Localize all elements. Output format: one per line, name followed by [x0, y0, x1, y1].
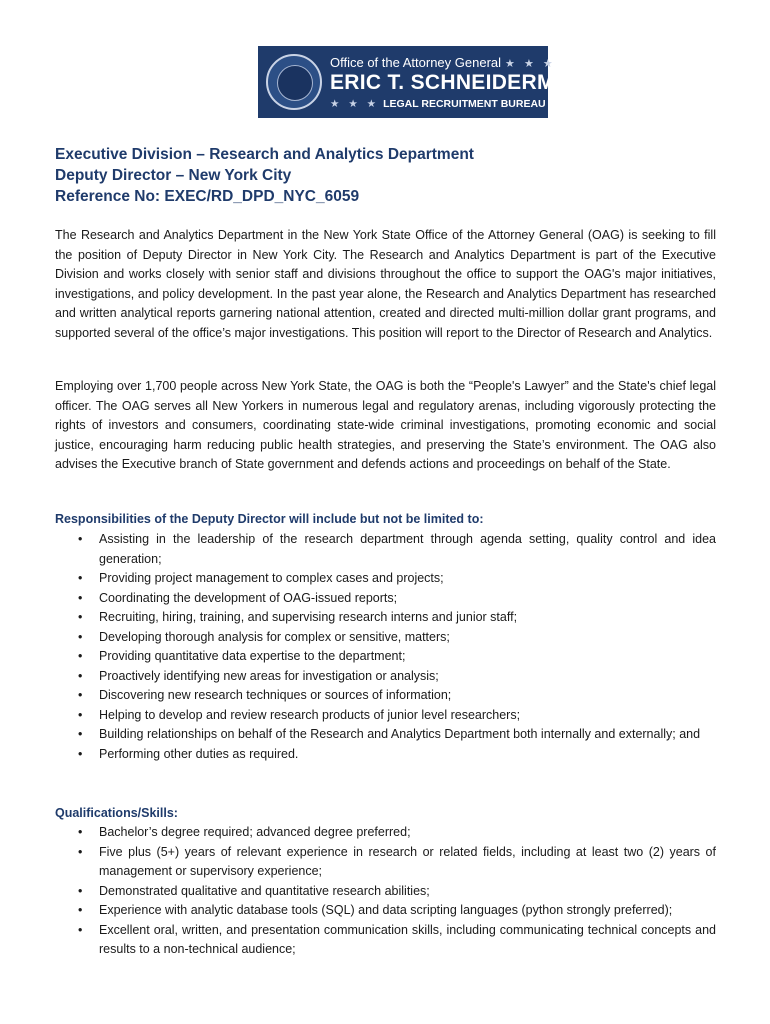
- bullet-icon: •: [78, 571, 83, 585]
- stars-decoration-right: ★ ★ ★: [505, 58, 556, 70]
- intro-paragraph: The Research and Analytics Department in the New York State Office of the Attorney General (OAG) is seeking to fill the position of Deputy Director in New York City. The Research and Analytics Department is part of the Executive Division and works closely with senior staff and divisions throughout the office to support the OAG's major initiatives, investigations, and policy development. In the past year alone, the Research and Analytics Department has researched and written analytical reports garnering national attention, created and directed multi-million dollar grant programs, and supported several of the office’s major investigations. This position will report to the Director of Research and Analytics.: [55, 228, 716, 340]
- list-item-text: Proactively identifying new areas for investigation or analysis;: [99, 668, 439, 683]
- bullet-icon: •: [78, 922, 83, 937]
- list-item-text: Demonstrated qualitative and quantitative research abilities;: [99, 883, 430, 898]
- oag-overview-paragraph: Employing over 1,700 people across New York State, the OAG is both the “People's Lawyer” and the State's chief legal officer. The OAG serves all New Yorkers in numerous legal and regulatory arenas, including vigorously protecting the rights of investors and consumers, coordinating state-wide criminal investigations, promoting economic and social justice, encouraging harm reducing public health strategies, and preserving the State’s environment. The OAG also advises the Executive branch of State government and defends actions and proceedings on behalf of the State.: [55, 379, 716, 471]
- bullet-icon: •: [78, 532, 83, 546]
- list-item-text: Providing project management to complex cases and projects;: [99, 571, 444, 585]
- bullet-icon: •: [78, 629, 83, 644]
- bullet-icon: •: [78, 883, 83, 898]
- list-item: [55, 843, 716, 882]
- qualifications-title: Qualifications/Skills:: [55, 806, 178, 820]
- list-item: [55, 686, 716, 706]
- bullet-icon: •: [78, 668, 83, 683]
- list-item: [55, 667, 716, 687]
- list-item: [55, 530, 716, 569]
- list-item: [55, 569, 716, 589]
- list-item-text: Bachelor’s degree required; advanced degree preferred;: [99, 825, 411, 839]
- qualifications-list: [55, 823, 716, 960]
- bullet-icon: •: [78, 727, 83, 741]
- list-item: [55, 823, 716, 843]
- bullet-icon: •: [78, 649, 83, 663]
- bullet-icon: •: [78, 903, 83, 917]
- bullet-icon: •: [78, 688, 83, 702]
- list-item: [55, 725, 716, 745]
- list-item: [55, 589, 716, 609]
- banner-office-title: Office of the Attorney General: [330, 55, 502, 70]
- responsibilities-title: Responsibilities of the Deputy Director will include but not be limited to:: [55, 512, 484, 526]
- bullet-icon: •: [78, 746, 83, 761]
- banner-attorney-general-name: ERIC T. SCHNEIDERMAN: [330, 71, 586, 94]
- job-heading: [55, 144, 474, 207]
- list-item-text: Excellent oral, written, and presentation communication skills, including communicating technical concepts and results to a non-technical audience;: [99, 922, 716, 956]
- list-item: [55, 745, 716, 765]
- list-item-text: Performing other duties as required.: [99, 746, 299, 761]
- list-item-text: Building relationships on behalf of the Research and Analytics Department both internally and externally; and: [99, 727, 701, 741]
- banner-bureau-name: LEGAL RECRUITMENT BUREAU: [383, 98, 546, 110]
- list-item: [55, 628, 716, 648]
- list-item-text: Coordinating the development of OAG-issued reports;: [99, 590, 398, 605]
- list-item-text: Recruiting, hiring, training, and supervising research interns and junior staff;: [99, 610, 518, 624]
- list-item: [55, 901, 716, 921]
- bullet-icon: •: [78, 707, 83, 722]
- bullet-icon: •: [78, 610, 83, 624]
- list-item: [55, 706, 716, 726]
- list-item-text: Five plus (5+) years of relevant experience in research or related fields, including at least two (2) years of management or supervisory experience;: [99, 844, 716, 878]
- list-item: [55, 882, 716, 902]
- list-item: [55, 921, 716, 960]
- position-title: Deputy Director – New York City: [55, 167, 292, 184]
- division-title: Executive Division – Research and Analytics Department: [55, 146, 474, 163]
- bullet-icon: •: [78, 590, 83, 605]
- list-item: [55, 647, 716, 667]
- bullet-icon: •: [78, 844, 83, 859]
- list-item-text: Experience with analytic database tools (SQL) and data scripting languages (python strongly preferred);: [99, 903, 673, 917]
- stars-decoration-left: ★ ★ ★: [330, 98, 380, 110]
- responsibilities-list: [55, 530, 716, 764]
- list-item-text: Assisting in the leadership of the research department through agenda setting, quality control and idea generation;: [99, 532, 716, 566]
- list-item-text: Discovering new research techniques or sources of information;: [99, 688, 452, 702]
- state-seal-icon: [266, 54, 322, 110]
- list-item-text: Providing quantitative data expertise to the department;: [99, 649, 406, 663]
- reference-number: Reference No: EXEC/RD_DPD_NYC_6059: [55, 188, 360, 205]
- bullet-icon: •: [78, 825, 83, 839]
- list-item-text: Developing thorough analysis for complex or sensitive, matters;: [99, 629, 450, 644]
- list-item-text: Helping to develop and review research products of junior level researchers;: [99, 707, 521, 722]
- recruitment-banner: [258, 46, 586, 118]
- list-item: [55, 608, 716, 628]
